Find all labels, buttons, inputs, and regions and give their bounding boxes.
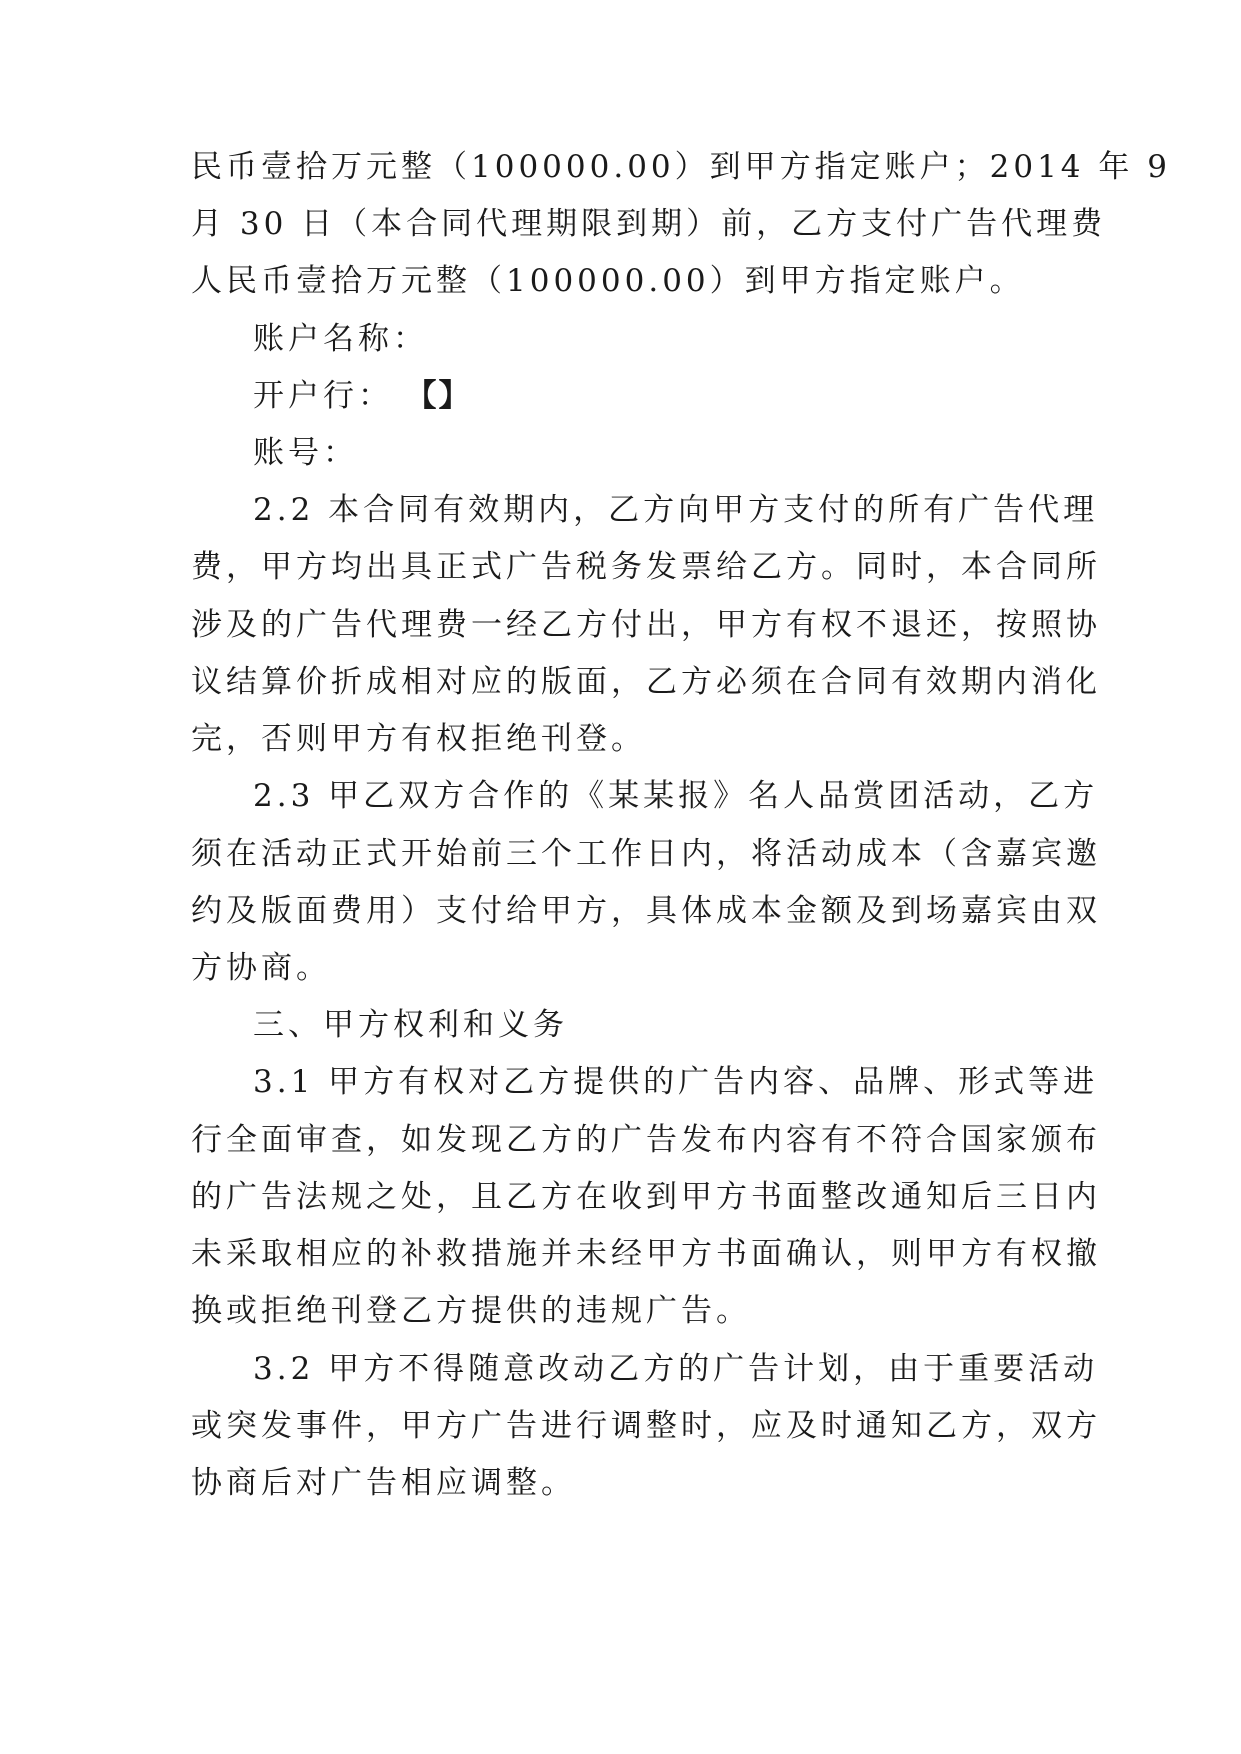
text-line: 行全面审查，如发现乙方的广告发布内容有不符合国家颁布 [191,1122,1101,1158]
text-line: 议结算价折成相对应的版面，乙方必须在合同有效期内消化 [191,664,1101,700]
account-number-label: 账号： [253,435,358,471]
text-line: 月 30 日（本合同代理期限到期）前，乙方支付广告代理费 [191,206,1107,242]
text-line: 的广告法规之处，且乙方在收到甲方书面整改通知后三日内 [191,1179,1101,1215]
bank-brackets: 【】 [421,378,472,414]
text-line: 约及版面费用）支付给甲方，具体成本金额及到场嘉宾由双 [191,893,1101,929]
text-line: 涉及的广告代理费一经乙方付出，甲方有权不退还，按照协 [191,607,1101,643]
text-line: 完，否则甲方有权拒绝刊登。 [191,721,646,757]
text-line: 3.1 甲方有权对乙方提供的广告内容、品牌、形式等进 [253,1064,1099,1100]
text-line: 民币壹拾万元整（100000.00）到甲方指定账户；2014 年 9 [191,149,1171,185]
text-line: 协商后对广告相应调整。 [191,1465,576,1501]
bank-label: 开户行： [253,378,393,414]
text-line: 或突发事件，甲方广告进行调整时，应及时通知乙方，双方 [191,1408,1101,1444]
text-line: 换或拒绝刊登乙方提供的违规广告。 [191,1293,751,1329]
text-line: 2.2 本合同有效期内，乙方向甲方支付的所有广告代理 [253,492,1099,528]
section-heading: 三、甲方权利和义务 [253,1007,568,1043]
text-line: 须在活动正式开始前三个工作日内，将活动成本（含嘉宾邀 [191,836,1101,872]
text-line: 方协商。 [191,950,331,986]
text-line: 未采取相应的补救措施并未经甲方书面确认，则甲方有权撤 [191,1236,1101,1272]
text-line: 3.2 甲方不得随意改动乙方的广告计划，由于重要活动 [253,1351,1099,1387]
bank-line [253,377,472,415]
text-line: 费，甲方均出具正式广告税务发票给乙方。同时，本合同所 [191,549,1101,585]
account-name-label: 账户名称： [253,321,428,357]
text-line: 人民币壹拾万元整（100000.00）到甲方指定账户。 [191,263,1025,299]
text-line: 2.3 甲乙双方合作的《某某报》名人品赏团活动，乙方 [253,778,1099,814]
